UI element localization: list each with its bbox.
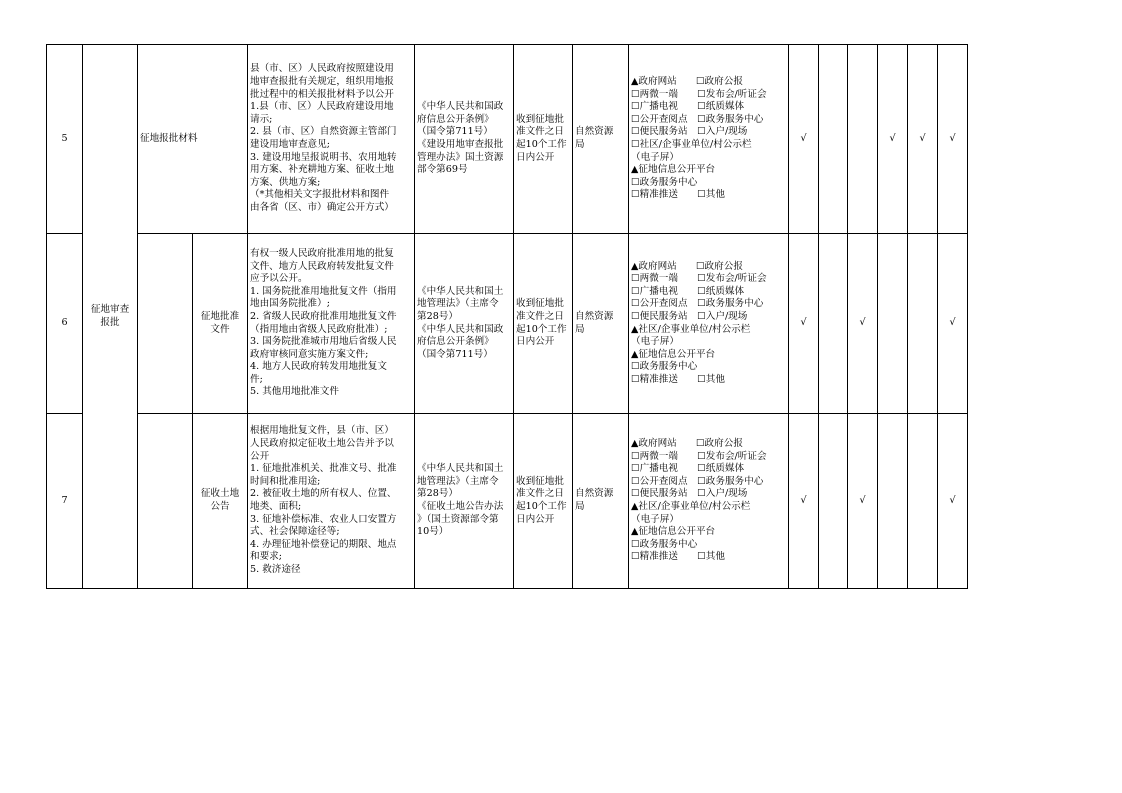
time-limit-cell: 收到征地批 准文件之日 起10个工作 日内公开: [514, 45, 573, 234]
basis-cell: 《中华人民共和国政 府信息公开条例》 （国令第711号） 《建设用地审查报批 管理办法》国土资源 部令第69号: [415, 45, 514, 234]
item-l2-cell: [138, 414, 193, 589]
mark-cell: [848, 45, 878, 234]
mark-cell: √: [848, 234, 878, 414]
mark-cell: √: [878, 45, 908, 234]
mark-cell: √: [938, 45, 968, 234]
mark-cell: √: [789, 414, 819, 589]
mark-cell: [819, 414, 848, 589]
mark-cell: [878, 414, 908, 589]
mark-cell: [878, 234, 908, 414]
mark-cell: [819, 45, 848, 234]
disclosure-table: [46, 44, 968, 589]
mark-cell: √: [789, 45, 819, 234]
seq-cell: 7: [47, 414, 83, 589]
subject-cell: 自然资源 局: [573, 234, 629, 414]
table-row: [47, 414, 968, 589]
time-limit-cell: 收到征地批 准文件之日 起10个工作 日内公开: [514, 414, 573, 589]
item-l3-cell: 征地批准 文件: [193, 234, 248, 414]
item-l3-cell: 征收土地 公告: [193, 414, 248, 589]
mark-cell: [908, 414, 938, 589]
subject-cell: 自然资源 局: [573, 45, 629, 234]
time-limit-cell: 收到征地批 准文件之日 起10个工作 日内公开: [514, 234, 573, 414]
table-row: [47, 45, 968, 234]
mark-cell: [819, 234, 848, 414]
basis-cell: 《中华人民共和国土 地管理法》（主席令 第28号） 《中华人民共和国政 府信息公开条例》 （国令第711号）: [415, 234, 514, 414]
mark-cell: [908, 234, 938, 414]
content-cell: 有权一级人民政府批准用地的批复 文件、地方人民政府转发批复文件 应予以公开。 1. 国务院批准用地批复文件（指用 地由国务院批准）; 2. 省级人民政府批准用地批复文件 （指用地由省级人民政府批准）; 3. 国务院批准城市用地后省级人民 政府审核同意实施方案文件; 4. 地方人民政府转发用地批复文 件; 5. 其他用地批准文件: [248, 234, 415, 414]
mark-cell: √: [938, 414, 968, 589]
content-cell: 县（市、区）人民政府按照建设用 地审查报批有关规定，组织用地报 批过程中的相关报批材料予以公开 1.县（市、区）人民政府建设用地 请示; 2. 县（市、区）自然资源主管部门 建设用地审查意见; 3. 建设用地呈报说明书、农用地转 用方案、补充耕地方案、征收土地 方案、供地方案; （*其他相关文字报批材料和图件 由各省（区、市）确定公开方式）: [248, 45, 415, 234]
channels-cell: ▲政府网站 ☐政府公报 ☐两微一端 ☐发布会/听证会 ☐广播电视 ☐纸质媒体 ☐公开查阅点 ☐政务服务中心 ☐便民服务站 ☐入户/现场 ▲社区/企事业单位/村公示栏 （电子屏） ▲征地信息公开平台 ☐政务服务中心 ☐精准推送 ☐其他: [629, 234, 789, 414]
seq-cell: 5: [47, 45, 83, 234]
group-cell: 征地审查 报批: [83, 45, 138, 589]
mark-cell: √: [789, 234, 819, 414]
table-row: [47, 234, 968, 414]
mark-cell: √: [848, 414, 878, 589]
channels-cell: ▲政府网站 ☐政府公报 ☐两微一端 ☐发布会/听证会 ☐广播电视 ☐纸质媒体 ☐公开查阅点 ☐政务服务中心 ☐便民服务站 ☐入户/现场 ▲社区/企事业单位/村公示栏 （电子屏） ▲征地信息公开平台 ☐政务服务中心 ☐精准推送 ☐其他: [629, 414, 789, 589]
subject-cell: 自然资源 局: [573, 414, 629, 589]
channels-cell: ▲政府网站 ☐政府公报 ☐两微一端 ☐发布会/听证会 ☐广播电视 ☐纸质媒体 ☐公开查阅点 ☐政务服务中心 ☐便民服务站 ☐入户/现场 ☐社区/企事业单位/村公示栏 （电子屏） ▲征地信息公开平台 ☐政务服务中心 ☐精准推送 ☐其他: [629, 45, 789, 234]
item-l2-cell: [138, 234, 193, 414]
item-l2-cell: 征地报批材料: [138, 45, 248, 234]
mark-cell: √: [938, 234, 968, 414]
seq-cell: 6: [47, 234, 83, 414]
basis-cell: 《中华人民共和国土 地管理法》（主席令 第28号） 《征收土地公告办法 》（国土资源部令第 10号）: [415, 414, 514, 589]
content-cell: 根据用地批复文件，县（市、区） 人民政府拟定征收土地公告并予以 公开 1. 征地批准机关、批准文号、批准 时间和批准用途; 2. 被征收土地的所有权人、位置、 地类、面积; 3. 征地补偿标准、农业人口安置方 式、社会保障途径等; 4. 办理征地补偿登记的期限、地点 和要求; 5. 救济途径: [248, 414, 415, 589]
mark-cell: √: [908, 45, 938, 234]
